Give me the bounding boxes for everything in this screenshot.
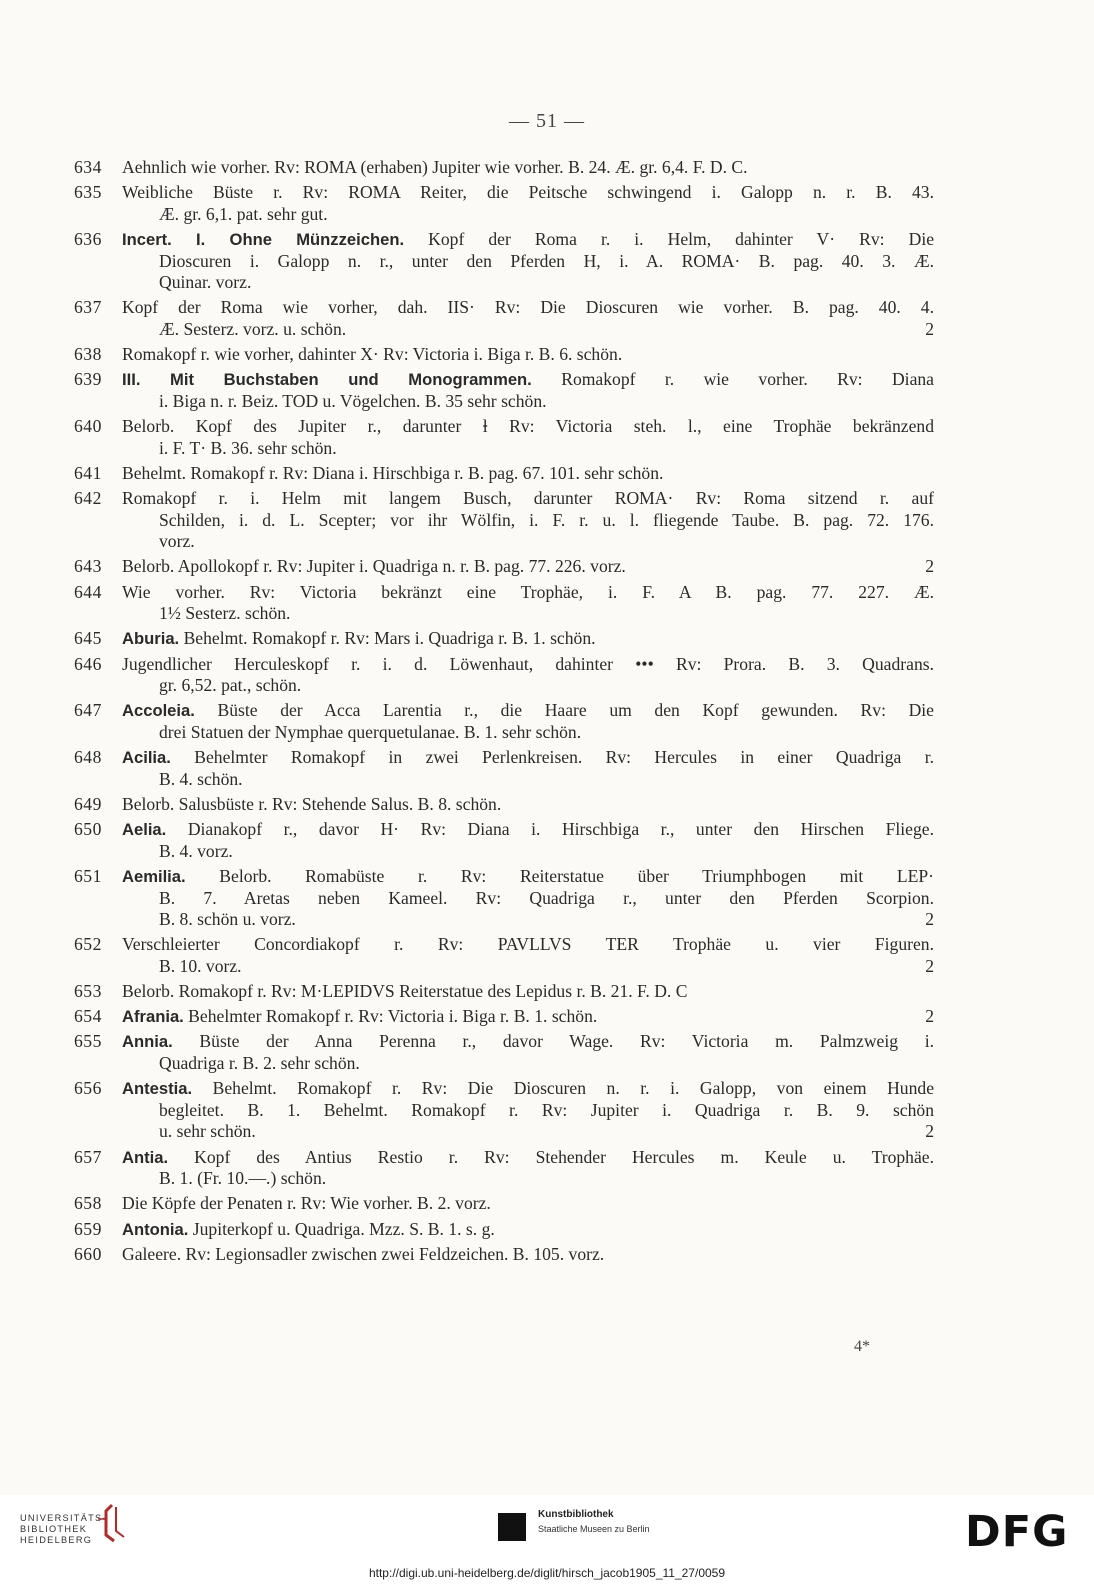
entry-text: Verschleierter Concordiakopf r. Rv: PAVLLVS TER Trophäe u. vier Figuren. (122, 934, 934, 955)
entry-number: 658 (74, 1193, 102, 1214)
entry-number: 656 (74, 1078, 102, 1099)
entry-line (74, 934, 934, 956)
catalog-entry (74, 1031, 934, 1074)
entry-number: 655 (74, 1031, 102, 1052)
entry-text: i. Biga n. r. Beiz. TOD u. Vögelchen. B. 35 sehr schön. (159, 390, 547, 411)
entry-number: 657 (74, 1146, 102, 1167)
entry-text: Romakopf r. wie vorher, dahinter X· Rv: Victoria i. Biga r. B. 6. schön. (122, 344, 623, 365)
entry-text: Behelmt. Romakopf r. Rv: Die Dioscuren n. r. i. Galopp, von einem Hunde (192, 1078, 934, 1099)
catalog-entry (74, 819, 934, 862)
entry-text: Dianakopf r., davor H· Rv: Diana i. Hirschbiga r., unter den Hirschen Fliege. (166, 819, 934, 840)
entry-text: B. 7. Aretas neben Kameel. Rv: Quadriga r., unter den Pferden Scorpion. (159, 887, 934, 908)
catalog-entry (74, 463, 934, 485)
entry-quantity-mark: 2 (925, 909, 934, 930)
entry-text: B. 8. schön u. vorz. (159, 909, 296, 930)
entry-text: Quadriga r. B. 2. sehr schön. (159, 1053, 360, 1074)
entry-line (74, 297, 934, 319)
entry-number: 639 (74, 369, 102, 390)
entry-text: Belorb. Salusbüste r. Rv: Stehende Salus. B. 8. schön. (122, 793, 502, 814)
entry-line (74, 1031, 934, 1053)
entry-line (74, 369, 934, 391)
catalog-entry (74, 1147, 934, 1190)
entry-number: 645 (74, 628, 102, 649)
entry-text: Æ. Sesterz. vorz. u. schön. (159, 318, 347, 339)
entry-line (74, 391, 934, 413)
entry-line (74, 819, 934, 841)
entry-text: Jugendlicher Herculeskopf r. i. d. Löwenhaut, dahinter ••• Rv: Prora. B. 3. Quadrans. (122, 653, 934, 674)
entry-number: 640 (74, 416, 102, 437)
catalog-entries (74, 157, 934, 1269)
entry-line (74, 229, 934, 251)
entry-text: B. 4. vorz. (159, 840, 233, 861)
entry-text: i. F. T· B. 36. sehr schön. (159, 437, 337, 458)
entry-text: Dioscuren i. Galopp n. r., unter den Pferden H, i. A. ROMA· B. pag. 40. 3. Æ. (159, 250, 934, 271)
entry-line (74, 888, 934, 910)
entry-text: Galeere. Rv: Legionsadler zwischen zwei Feldzeichen. B. 105. vorz. (122, 1243, 605, 1264)
entry-line (74, 866, 934, 888)
entry-line (74, 1121, 934, 1143)
entry-line (74, 582, 934, 604)
entry-text: Büste der Acca Larentia r., die Haare um den Kopf gewunden. Rv: Die (194, 700, 934, 721)
footer-bar (0, 1495, 1094, 1586)
entry-number: 650 (74, 819, 102, 840)
catalog-entry (74, 369, 934, 412)
entry-text: Schilden, i. d. L. Scepter; vor ihr Wölfin, i. F. r. u. l. fliegende Taube. B. pag. 72. 176. (159, 509, 934, 530)
entry-family-heading: Antestia. (122, 1079, 193, 1099)
entry-number: 637 (74, 297, 102, 318)
catalog-entry (74, 344, 934, 366)
catalog-entry (74, 700, 934, 743)
entry-line (74, 1078, 934, 1100)
entry-line (74, 438, 934, 460)
catalog-entry (74, 229, 934, 294)
catalog-entry (74, 1193, 934, 1215)
entry-text: Belorb. Romakopf r. Rv: M·LEPIDVS Reiterstatue des Lepidus r. B. 21. F. D. C (122, 981, 688, 1002)
entry-line (74, 981, 934, 1003)
university-line: BIBLIOTHEK (20, 1524, 88, 1534)
entry-number: 635 (74, 182, 102, 203)
entry-family-heading: Afrania. (122, 1007, 184, 1027)
entry-line (74, 272, 934, 294)
entry-line (74, 416, 934, 438)
entry-text: gr. 6,52. pat., schön. (159, 675, 302, 696)
catalog-entry (74, 1006, 934, 1028)
entry-number: 659 (74, 1218, 102, 1239)
entry-text: Æ. gr. 6,1. pat. sehr gut. (159, 203, 328, 224)
entry-number: 647 (74, 700, 102, 721)
entry-text: B. 10. vorz. (159, 955, 242, 976)
entry-number: 636 (74, 228, 102, 249)
entry-text: u. sehr schön. (159, 1121, 256, 1142)
entry-text: Behelmter Romakopf r. Rv: Victoria i. Biga r. B. 1. schön. (183, 1006, 598, 1027)
entry-text: Belorb. Kopf des Jupiter r., darunter ⱡ Rv: Victoria steh. l., eine Trophäe bekränzend (122, 416, 934, 437)
catalog-entry (74, 628, 934, 650)
entry-line (74, 531, 934, 553)
kunstbibliothek-subtitle: Staatliche Museen zu Berlin (538, 1524, 650, 1534)
entry-text: Weibliche Büste r. Rv: ROMA Reiter, die Peitsche schwingend i. Galopp n. r. B. 43. (122, 182, 934, 203)
entry-number: 654 (74, 1006, 102, 1027)
entry-text: Wie vorher. Rv: Victoria bekränzt eine Trophäe, i. F. A B. pag. 77. 227. Æ. (122, 581, 934, 602)
university-line: UNIVERSITÄTS- (20, 1513, 107, 1523)
catalog-entry (74, 866, 934, 931)
entry-text: Behelmt. Romakopf r. Rv: Diana i. Hirschbiga r. B. pag. 67. 101. sehr schön. (122, 462, 664, 483)
entry-line (74, 654, 934, 676)
entry-family-heading: Annia. (122, 1032, 173, 1052)
entry-line (74, 182, 934, 204)
entry-line (74, 344, 934, 366)
entry-line (74, 675, 934, 697)
entry-line (74, 794, 934, 816)
entry-number: 641 (74, 462, 102, 483)
entry-line (74, 1219, 934, 1241)
entry-text: Die Köpfe der Penaten r. Rv: Wie vorher. B. 2. vorz. (122, 1193, 491, 1214)
entry-line (74, 1168, 934, 1190)
entry-line (74, 909, 934, 931)
entry-text: Kopf der Roma r. i. Helm, dahinter V· Rv: Die (404, 228, 935, 249)
catalog-entry (74, 182, 934, 225)
catalog-entry (74, 1219, 934, 1241)
entry-text: drei Statuen der Nymphae querquetulanae. B. 1. sehr schön. (159, 721, 582, 742)
entry-number: 649 (74, 793, 102, 814)
entry-line (74, 841, 934, 863)
entry-text: Kopf des Antius Restio r. Rv: Stehender Hercules m. Keule u. Trophäe. (168, 1146, 934, 1167)
entry-line (74, 1147, 934, 1169)
kunstbibliothek-logo-icon (498, 1513, 526, 1541)
entry-line (74, 1006, 934, 1028)
sheet-signature: 4* (854, 1338, 870, 1355)
entry-number: 642 (74, 488, 102, 509)
entry-line (74, 1053, 934, 1075)
entry-text: Jupiterkopf u. Quadriga. Mzz. S. B. 1. s. g. (188, 1218, 495, 1239)
entry-quantity-mark: 2 (925, 318, 934, 339)
source-url[interactable]: http://digi.ub.uni-heidelberg.de/diglit/hirsch_jacob1905_11_27/0059 (368, 1566, 726, 1580)
entry-quantity-mark: 2 (925, 955, 934, 976)
entry-text: Aehnlich wie vorher. Rv: ROMA (erhaben) Jupiter wie vorher. B. 24. Æ. gr. 6,4. F. D. C. (122, 157, 748, 177)
dfg-logo: DFG (965, 1507, 1069, 1557)
entry-line (74, 510, 934, 532)
entry-family-heading: Aburia. (122, 629, 180, 649)
kunstbibliothek-name: Kunstbibliothek (538, 1509, 614, 1520)
university-logo-icon (92, 1501, 132, 1545)
entry-quantity-mark: 2 (925, 1121, 934, 1142)
catalog-entry (74, 794, 934, 816)
entry-text: Behelmter Romakopf in zwei Perlenkreisen. Rv: Hercules in einer Quadriga r. (170, 747, 934, 768)
entry-line (74, 700, 934, 722)
entry-line (74, 488, 934, 510)
catalog-entry (74, 981, 934, 1003)
university-line: HEIDELBERG (20, 1535, 93, 1545)
entry-family-heading: Incert. I. Ohne Münzzeichen. (122, 229, 405, 249)
entry-family-heading: III. Mit Buchstaben und Monogrammen. (122, 370, 532, 390)
entry-line (74, 463, 934, 485)
entry-text: Belorb. Romabüste r. Rv: Reiterstatue über Triumphbogen mit LEP· (185, 865, 934, 886)
entry-text: vorz. (159, 531, 195, 552)
entry-line (74, 556, 934, 578)
entry-quantity-mark: 2 (925, 556, 934, 577)
catalog-entry (74, 556, 934, 578)
entry-number: 652 (74, 934, 102, 955)
entry-number: 644 (74, 581, 102, 602)
entry-number: 660 (74, 1243, 102, 1264)
entry-text: Romakopf r. i. Helm mit langem Busch, darunter ROMA· Rv: Roma sitzend r. auf (122, 488, 934, 509)
entry-number: 651 (74, 865, 102, 886)
entry-family-heading: Accoleia. (122, 701, 195, 721)
catalog-entry (74, 582, 934, 625)
entry-text: B. 4. schön. (159, 768, 243, 789)
entry-line (74, 1100, 934, 1122)
entry-family-heading: Acilia. (122, 748, 171, 768)
entry-family-heading: Antonia. (122, 1219, 189, 1239)
entry-text: Büste der Anna Perenna r., davor Wage. Rv: Victoria m. Palmzweig i. (172, 1031, 934, 1052)
catalog-entry (74, 416, 934, 459)
catalog-entry (74, 157, 934, 179)
entry-line (74, 628, 934, 650)
entry-number: 643 (74, 556, 102, 577)
entry-text: begleitet. B. 1. Behelmt. Romakopf r. Rv: Jupiter i. Quadriga r. B. 9. schön (159, 1099, 934, 1120)
entry-number: 653 (74, 981, 102, 1002)
entry-number: 638 (74, 344, 102, 365)
entry-text: 1½ Sesterz. schön. (159, 603, 291, 624)
catalog-entry (74, 1244, 934, 1266)
entry-number: 648 (74, 747, 102, 768)
catalog-entry (74, 654, 934, 697)
entry-line (74, 157, 934, 179)
entry-text: Kopf der Roma wie vorher, dah. IIS· Rv: Die Dioscuren wie vorher. B. pag. 40. 4. (122, 297, 934, 318)
entry-line (74, 603, 934, 625)
entry-line (74, 1244, 934, 1266)
page-number: — 51 — (509, 110, 585, 132)
entry-text: Belorb. Apollokopf r. Rv: Jupiter i. Quadriga n. r. B. pag. 77. 226. vorz. (122, 556, 626, 577)
entry-quantity-mark: 2 (925, 1006, 934, 1027)
entry-number: 646 (74, 653, 102, 674)
catalog-entry (74, 297, 934, 340)
entry-line (74, 204, 934, 226)
catalog-entry (74, 488, 934, 553)
entry-line (74, 251, 934, 273)
catalog-entry (74, 934, 934, 977)
entry-text: Romakopf r. wie vorher. Rv: Diana (531, 369, 934, 390)
entry-text: Quinar. vorz. (159, 272, 252, 293)
entry-line (74, 747, 934, 769)
entry-family-heading: Aemilia. (122, 866, 186, 886)
entry-text: B. 1. (Fr. 10.—.) schön. (159, 1168, 327, 1189)
entry-line (74, 722, 934, 744)
entry-number: 634 (74, 157, 102, 177)
entry-line (74, 319, 934, 341)
entry-text: Behelmt. Romakopf r. Rv: Mars i. Quadriga r. B. 1. schön. (179, 628, 596, 649)
catalog-entry (74, 747, 934, 790)
catalog-entry (74, 1078, 934, 1143)
entry-family-heading: Aelia. (122, 820, 167, 840)
entry-line (74, 956, 934, 978)
entry-line (74, 1193, 934, 1215)
entry-line (74, 769, 934, 791)
entry-family-heading: Antia. (122, 1147, 169, 1167)
